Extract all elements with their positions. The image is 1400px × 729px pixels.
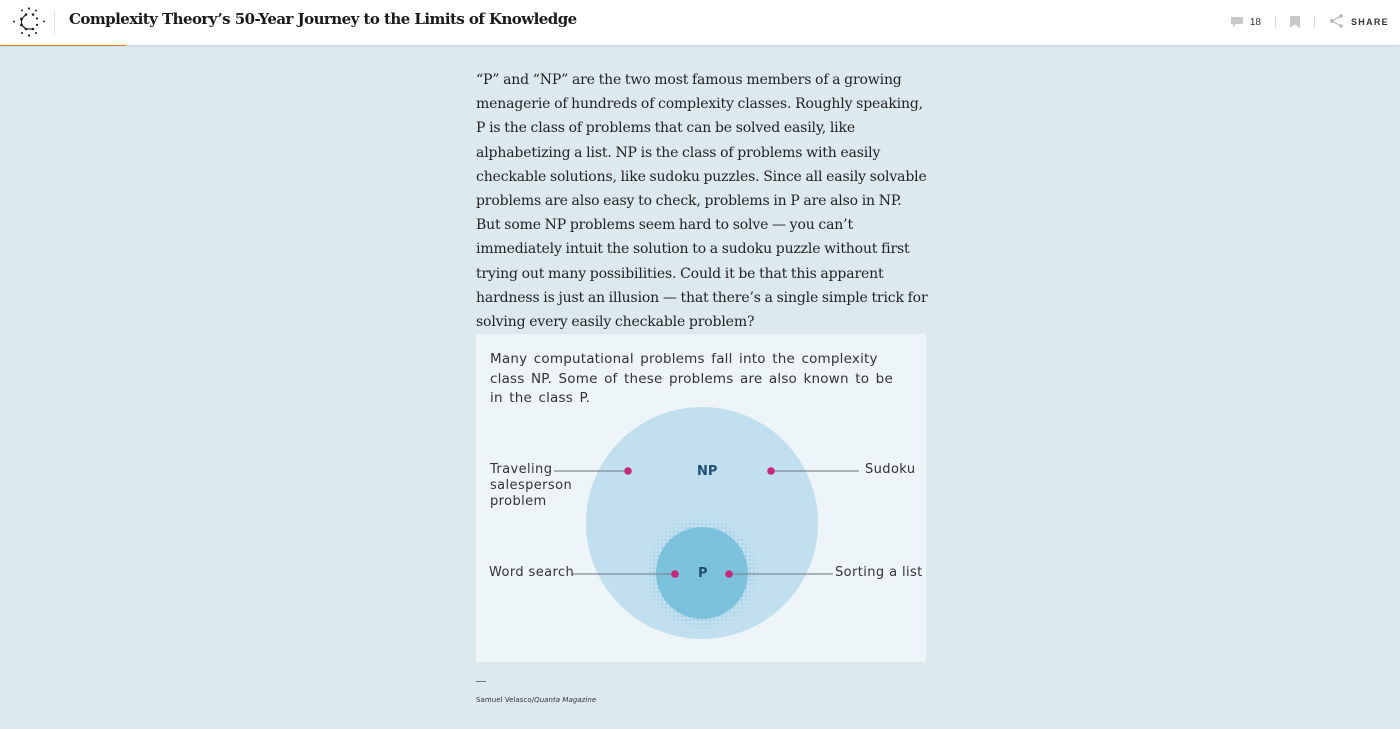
image-credit bbox=[476, 696, 596, 704]
comment-count[interactable]: 18 bbox=[1249, 16, 1261, 28]
np-label: NP bbox=[697, 464, 718, 479]
article-paragraph: “P” and “NP” are the two most famous members of a growing menagerie of hundreds of complexity classes. Roughly speaking, P is the class of problems that can be solved easily, like alphabetizing a list. NP is the class of problems with easily checkable solutions, like sudoku puzzles. Since all easily solvable problems are also easy to check, problems in P are also in NP. But some NP problems seem hard to solve — you can’t immediately intuit the solution to a sudoku puzzle without first trying out many possibilities. Could it be that this apparent hardness is just an illusion — that there’s a single simple trick for solving every easily checkable problem? bbox=[476, 72, 928, 331]
article-title: Complexity Theory’s 50-Year Journey to the Limits of Knowledge bbox=[69, 10, 577, 28]
sorting-dot bbox=[725, 570, 733, 578]
tsp-label-line: salesperson bbox=[490, 478, 573, 493]
figure-caption: Many computational problems fall into the complexity class NP. Some of these problems are also known to be in the class P. bbox=[490, 351, 893, 406]
figure-np-p-diagram bbox=[476, 334, 926, 662]
top-bar bbox=[0, 0, 1400, 45]
credit-divider bbox=[476, 681, 486, 682]
credit-source: Quanta Magazine bbox=[534, 696, 597, 704]
p-label: P bbox=[698, 566, 708, 581]
credit-author: Samuel Velasco/ bbox=[476, 696, 535, 704]
comment-icon[interactable] bbox=[1230, 13, 1244, 32]
article-body bbox=[476, 68, 928, 334]
tools-divider bbox=[1314, 16, 1315, 28]
quanta-logo-icon[interactable] bbox=[11, 6, 47, 38]
word-search-label: Word search bbox=[489, 565, 575, 580]
share-icon[interactable] bbox=[1329, 13, 1344, 32]
sudoku-dot bbox=[767, 467, 775, 475]
sorting-label: Sorting a list bbox=[835, 565, 923, 580]
tsp-label-line: Traveling bbox=[490, 462, 553, 477]
bookmark-icon[interactable] bbox=[1290, 13, 1300, 32]
word-search-dot bbox=[671, 570, 679, 578]
tsp-dot bbox=[624, 467, 632, 475]
logo-divider bbox=[54, 10, 55, 34]
share-button[interactable]: SHARE bbox=[1350, 17, 1389, 27]
sudoku-label: Sudoku bbox=[865, 462, 916, 477]
header-tools bbox=[1230, 13, 1389, 31]
tsp-label-line: problem bbox=[490, 494, 547, 509]
tsp-label bbox=[490, 462, 572, 510]
tools-divider bbox=[1275, 16, 1276, 28]
